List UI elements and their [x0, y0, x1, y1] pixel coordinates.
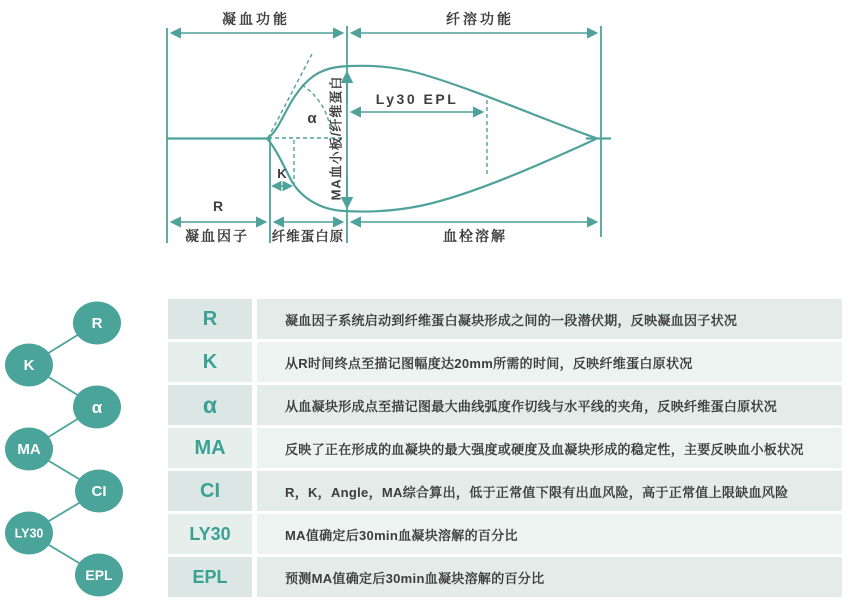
r-label: R	[212, 198, 224, 214]
coag-factor-label: 凝血因子	[185, 228, 249, 244]
param-cell: R	[168, 299, 252, 339]
description-cell: 从血凝块形成点至描记图最大曲线弧度作切线与水平线的夹角，反映纤维蛋白原状况	[257, 385, 842, 425]
table-row-epl	[168, 557, 842, 597]
node-epl-label: EPL	[85, 567, 113, 583]
param-cell: LY30	[168, 514, 252, 554]
param-cell: K	[168, 342, 252, 382]
parameter-table	[168, 299, 842, 600]
description-cell: 预测MA值确定后30min血凝块溶解的百分比	[257, 557, 842, 597]
fibrinogen-label: 纤维蛋白原	[271, 229, 345, 244]
description-cell: 反映了正在形成的血凝块的最大强度或硬度及血凝块形成的稳定性，主要反映血小板状况	[257, 428, 842, 468]
k-label: K	[277, 166, 287, 181]
table-row-ci	[168, 471, 842, 511]
table-row-k	[168, 342, 842, 382]
parameter-tree	[0, 288, 135, 600]
table-row-r	[168, 299, 842, 339]
table-row-alpha	[168, 385, 842, 425]
description-cell: 从R时间终点至描记图幅度达20mm所需的时间，反映纤维蛋白原状况	[257, 342, 842, 382]
table-row-ly30	[168, 514, 842, 554]
description-cell: 凝血因子系统启动到纤维蛋白凝块形成之间的一段潜伏期，反映凝血因子状况	[257, 299, 842, 339]
node-r-label: R	[91, 315, 103, 332]
ma-axis-label: MA血小板/纤维蛋白	[328, 75, 344, 201]
construction-lines	[268, 54, 487, 184]
teg-tracing	[167, 66, 611, 212]
fibrinolysis-section-label: 纤溶功能	[446, 11, 514, 27]
lower-curve	[267, 139, 596, 212]
node-ma-label: MA	[17, 441, 41, 458]
param-cell: MA	[168, 428, 252, 468]
node-ly30-label: LY30	[14, 526, 44, 541]
node-k-label: K	[23, 357, 35, 374]
teg-curve-diagram	[0, 0, 864, 270]
thrombolysis-label: 血栓溶解	[443, 228, 507, 244]
param-cell: CI	[168, 471, 252, 511]
ly30-epl-label: Ly30 EPL	[375, 91, 459, 107]
node-alpha-label: α	[91, 398, 103, 417]
description-cell: MA值确定后30min血凝块溶解的百分比	[257, 514, 842, 554]
coagulation-section-label: 凝血功能	[222, 11, 290, 27]
table-row-ma	[168, 428, 842, 468]
alpha-angle-label: α	[307, 110, 317, 127]
alpha-tangent-line	[268, 54, 312, 138]
param-cell: EPL	[168, 557, 252, 597]
node-ci-label: CI	[91, 483, 107, 500]
description-cell: R，K，Angle，MA综合算出，低于正常值下限有出血风险，高于正常值上限缺血风险	[257, 471, 842, 511]
param-cell: α	[168, 385, 252, 425]
